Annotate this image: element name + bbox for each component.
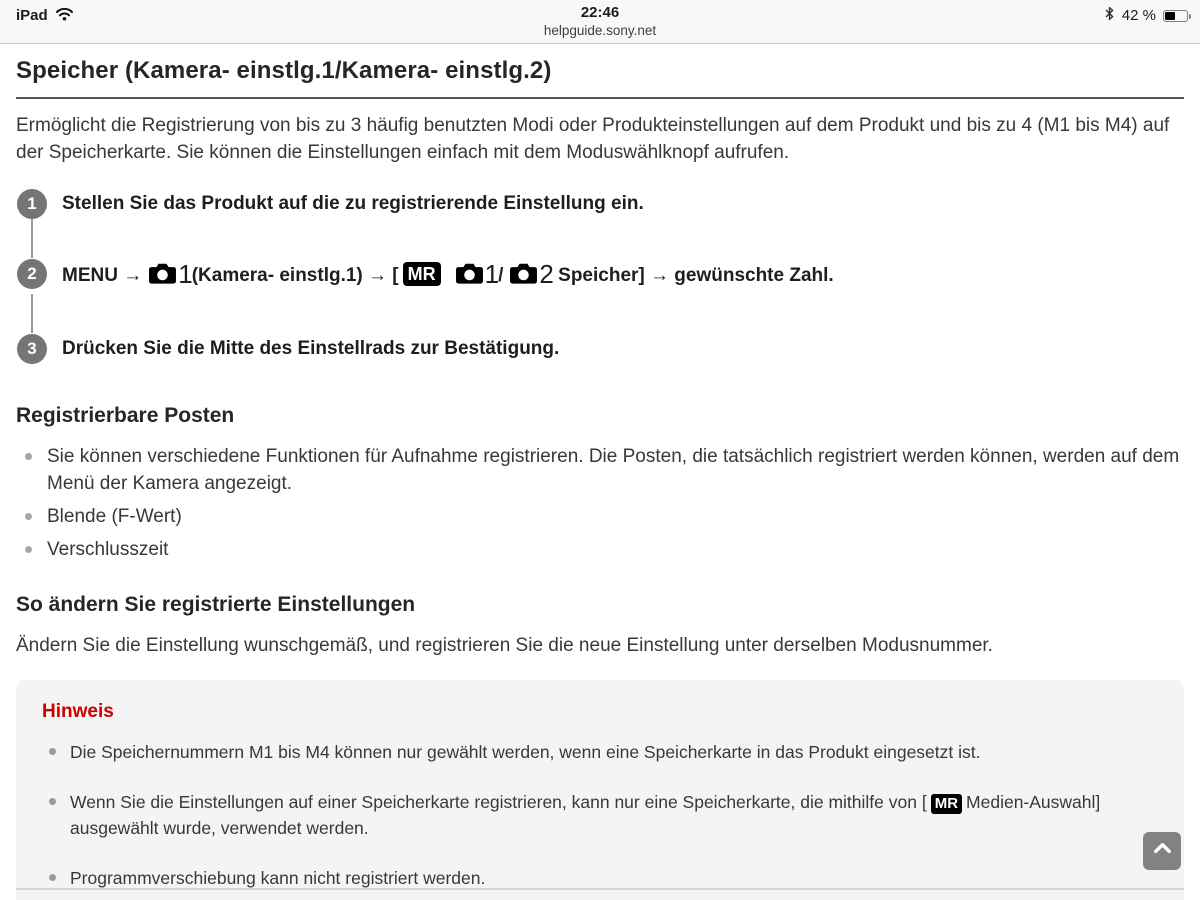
note-bullet2-post: Medien-Auswahl] ausgewählt wurde, verwendet werden. [70,792,1101,838]
list-item: Programmverschiebung kann nicht registriert werden. [42,865,1158,891]
status-right [1104,6,1188,25]
bottom-divider [16,888,1184,890]
address-bar-url[interactable]: helpguide.sony.net [543,23,657,38]
camera-settings2-icon [509,262,538,294]
help-article [0,57,1200,900]
step-3-text: Drücken Sie die Mitte des Einstellrads zur Bestätigung. [62,338,560,359]
step-1-text: Stellen Sie das Produkt auf die zu registrierende Einstellung ein. [62,193,644,214]
note-heading: Hinweis [42,701,114,722]
step-1-number-badge: 1 [17,189,47,219]
clock: 22:46 [580,4,620,21]
list-item: Verschlusszeit [16,536,1184,563]
change-settings-paragraph: Ändern Sie die Einstellung wunschgemäß, und registrieren Sie die neue Einstellung unter derselben Modusnummer. [16,635,993,656]
step-1 [16,189,1184,219]
bluetooth-icon [1104,6,1115,25]
registrable-items-list [16,443,1184,563]
step-3 [16,334,1184,364]
list-item: Blende (F-Wert) [16,503,1184,530]
step-3-number-badge: 3 [17,334,47,364]
step-2-slash: / [498,265,504,286]
list-item: Sie können verschiedene Funktionen für Aufnahme registrieren. Die Posten, die tatsächlich registriert werden können, werden auf dem Menü der Kamera angezeigt. [16,443,1184,497]
note-box [16,680,1184,900]
status-bar [0,0,1200,44]
scroll-to-top-button[interactable] [1143,832,1181,870]
intro-paragraph: Ermöglicht die Registrierung von bis zu 3 häufig benutzten Modi oder Produkteinstellungen auf dem Produkt und bis zu 4 (M1 bis M4) auf der Speicherkarte. Sie können die Einstellungen einfach mit dem Moduswählknopf aufrufen. [16,115,1170,163]
step-list [16,189,1184,364]
change-settings-heading: So ändern Sie registrierte Einstellungen [16,593,416,616]
status-center [0,0,1200,38]
memory-recall-icon: MR [931,794,962,814]
step-2-part3: Speicher] → gewünschte Zahl. [558,265,834,286]
title-divider [16,97,1184,99]
battery-fill [1165,12,1175,20]
camera-settings1-digit: 1 [178,259,192,289]
camera-settings1-digit: 1 [484,259,499,289]
note-bullet2-pre: Wenn Sie die Einstellungen auf einer Speicherkarte registrieren, kann nur eine Speicherkarte, die mithilfe von [ [70,792,927,812]
step-2-part2: (Kamera- einstlg.1) → [ [191,265,399,286]
device-label: iPad [16,7,48,24]
camera-settings1-icon [148,262,177,294]
battery-nub [1189,14,1192,19]
memory-recall-icon: MR [403,262,441,286]
list-item: Die Speichernummern M1 bis M4 können nur gewählt werden, wenn eine Speicherkarte in das Produkt eingesetzt ist. [42,739,1158,765]
battery-icon [1163,10,1188,22]
step-2-part1: MENU → [62,265,143,286]
registrable-items-heading: Registrierbare Posten [16,404,235,427]
step-2-number-badge: 2 [17,259,47,289]
camera-settings1-icon [455,262,484,294]
page-title: Speicher (Kamera- einstlg.1/Kamera- einstlg.2) [16,57,552,84]
note-list [42,739,1158,891]
step-2-text [62,259,834,289]
step-2 [16,259,1184,294]
list-item [42,789,1158,841]
chevron-up-icon [1151,837,1174,865]
camera-settings2-digit: 2 [539,259,553,289]
battery-percent-label: 42 % [1121,7,1156,24]
